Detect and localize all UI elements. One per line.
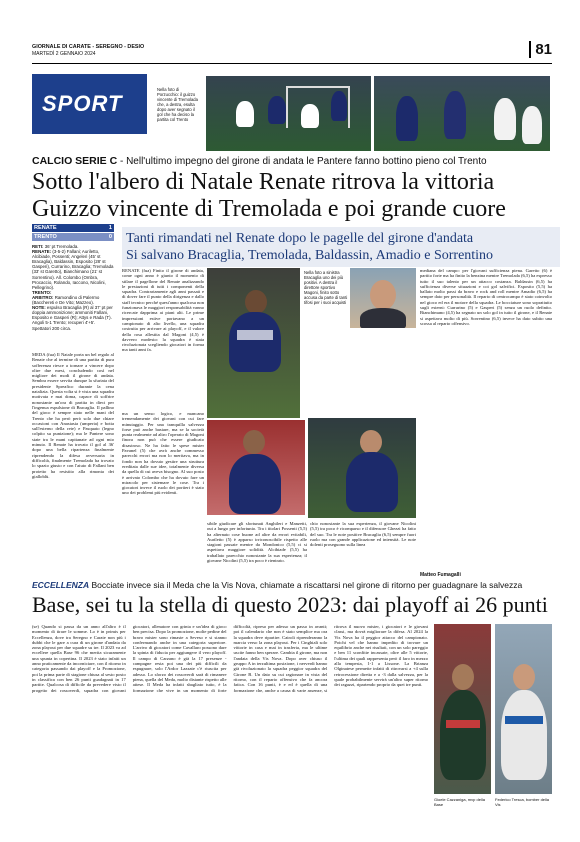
cazzaniga-caption: Gioele Cazzaniga, mvp della Base [434, 797, 485, 807]
home-team: RENATE [34, 225, 57, 231]
top-photo-caption: Nella foto di Porzucchio: il guizzo vincente di Tremolada che, a destra, esulta dopo aver segnato il gol che ha deciso la partita col Trento [157, 87, 198, 122]
story2-photo-caption: Nella foto a sinistra Bracaglia uno dei più positivi. A destra il direttore sportivo Magoni, finito sotto accusa da parte di tanti tifosi per i suoi acquisti [304, 270, 348, 305]
sorrentino-photo [308, 418, 416, 518]
bracaglia-photo [207, 268, 300, 418]
story1-kicker: CALCIO SERIE C [32, 155, 118, 167]
top-photo-celebration [374, 76, 550, 151]
tresca-caption: Federico Tresca, bomber della Vis [495, 797, 550, 807]
story2-headline [122, 227, 560, 267]
away-team: TRENTO [34, 234, 57, 240]
story1-title [32, 169, 552, 223]
section-banner [32, 74, 147, 134]
story1-title-line1: Sotto l'albero di Natale Renate ritrova la vittoria [32, 169, 495, 195]
story2-col1: RENATE (fua) Finito il girone di andata, come ogni anno è giunto il momento di stilare il pagellone del Renate analizzando le prestazioni di tutti i componenti della squadra. Contrariamente agli anni passati e di dover fare il punto della dirigenza e dallo staff tecnico perché quest'anno qualcosa non funzionava le maggiori responsabilità vanno ricercate dapprima ai piani alti. Le prime impressioni estive portavano a un campionato di alto livello, una squadra costruita per arrivare ai playoff, e il valore della rosa allestita dal Magoni (4,5) è davvero modesto: la squadra è stata rivoluzionata scegliendo giocatori in forma ma tanti anni fa. [122, 268, 204, 353]
tabellino-item: RETI: 36' pt Tremolada. [32, 244, 79, 249]
story2-headline-line1: Tanti rimandati nel Renate dopo le pagelle del girone d'andata [126, 231, 474, 246]
tresca-photo [495, 624, 552, 794]
scoreboard [32, 224, 114, 241]
story2-col3: mediana del campo: per l'giovani sufficienza piena. Garetto (6) è partito forte ma ha finito la benzina mentre Tremolada (6,5) ha espresso tutto il suo talento per un attacco costanza. Baldassin (6,5) ha sufficienza diverse situazioni e coi gol salvifici. Esposito (5,5) ha ballato molto passi da bravo e rock and roll mentre Amadio (6,5) ha sempre dato per personalità. Il reparto di centrocampo è stato coinvolto nel gioco ed era il motore della squadra. Le bocciature sono soprattutto sugli esterni: Currarino (5) e Gasperi (5) senza un ruolo definito. Bianchimano (4,5) ha segnato un solo gol in tutto il girone, e il Renate si aspettava molto di più. Sorrentino (6,5) invece ha dato subito una scossa al reparto offensivo. [420, 268, 552, 326]
home-score: 1 [108, 225, 112, 231]
tabellino-item: TRENTO: [32, 289, 52, 295]
story3-kicker: ECCELLENZA [32, 580, 90, 590]
story1-kicker-text: - Nell'ultimo impegno del girone di andata le Pantere fanno bottino pieno col Trento [117, 156, 487, 167]
magoni-photo [350, 268, 416, 328]
story2-col2: ma un senso logico, e mancano tremendamente dei giovani con cui fare minutaggio. Per una tranquilla salvezza forse può anche bastare, ma se la società punta realmente ad altro l'operato di Magoni finora non può che essere giudicato disastroso. Ne ha fatto le spese mister Pavanel (5) che avrà anche commesso parecchi errori ma non lo meritava, ma in fondo non ha dovuto gestire una struttura ereditata dalle sue idee, totalmente diversa da quella di cui aveva bisogno. Al suo posto è arrivato Colombo che ha dovuto fare un miracolo per sistemare le cose. Tra i giocatori invece il ruolo dei portieri è stato uno dei problemi più evidenti. [122, 411, 204, 496]
tremolada-photo [207, 420, 305, 515]
story2-col4: sibile giudicare gli sfortunati Anghileri e Manzetti, out a lungo per infortunio. Tra i titolari Possenti (5,5) ha alternato cose buone ad altre da errori evitabili, Auriletto (5) è apparso irriconoscibile rispetto alle stagioni passate mentre da Mondonico (5,5) ci si aspettava maggiore solidità. Alcibiade (5,5) ha traballato parecchio nonostante la sua esperienza; il giovane Nicolini (5,5) tra poco è rientrato. [207, 521, 307, 564]
tabellino-item: RENATE: (3-5-2) Fallani; Auriletto, Alcibiade, Possenti; Angeleri (45' st Bracaglia), Baldassin, Esposito (28' st Gasperi), Currarino, Bracaglia; Tremolada (33' st Garetto), Bianchimano (21' st Sorrentino). All. Colombo (Ombra, Procaccio, Rolando, Iaccono, Nicolini, Pellegrino). [32, 249, 114, 290]
masthead [32, 41, 552, 64]
tabellino [32, 244, 114, 331]
story3-body: (se) Quando si passa da un anno all'altro è il momento di tirare le somme. Lo è in primis per Eccellenza, dove tra Seregno e Carate non più i dubbi che le gare a cura di un girone d'andata da zona playout per due squadre su tre. Il 2023 va ad eccellere quella Base 96 che merita sicuramente una spunta in copertina. Il 2023 è stato infatti un anno praticamente da incorniciare, con il ritorno in categoria passando dai playoff e la Promozione, poi la prima parte di stagione chiusa al sesto posto in classifica con ben 26 punti guadagnati in 17 partite. Qualcosa di difficile da prevedere visto il progetto dei rossoverdi, squadra con giovani giocatori, allenatore con grinta e un'idea di gioco ben precisa. Dopo la promozione, molte pedine del bravo mister sono rimaste a Seveso e si stanno confermando anche in una categoria superiore. L'arrivo di giocatori come Cavallaro possono dare la spinta di fiducia per aggiungere il vero playoff. Il campo di Carzano è già la 17 presenze - campagne resta poi una dei più difficili da espugnare, solo l'Ardor Lazzate c'è riuscita per adesso. Lo sforzo dei rossoverdi sarà di rimanere piena, quella del Meda, molto distante rispetto alle attese. Il Meda ha infatti sbagliato tutto, è la formazione che vive in un momento di forte difficoltà, ripreso per adesso un passo in avanti; poi il calendario che non è stato semplice ma ora la squadra deve ripartire. Cairoli riprenderanno la marcia verso la zona playout. Per i Cinghiali solo vittorie in casa e mai in trasferta, ma le ultime uscite fanno ben sperare. Cambia il girone, ma non l'andata della Vis Nova. Dopo aver chiuso il gruppo A in terzultima posizione, i nerverdi hanno già rivoluzionato la squadra peggior squadra del Girone B. Un dato su cui ragionare in vista del ritorno, con il reparto offensivo che fa ancora fatica. Con 16 punti, è e ed è quella di una formazione che, anche a causa di varie assenze, si ritrova il nuovo mister, i giocatori e le giovani classi, ma dovrà migliorare la difesa. Al 2024 la Vis Nova ha il peggior attacco del campionato. Poichi vel che hanno impedito di trovare un equilibrio anche nei risultati, con un solo pareggio e ben 11 sconfitte incassate, oltre alle 5 vittorie, l'ultima dei quali rappresenta però il faro in mezzo alla tempesta, 1-1 a Lissone. La Brianza Olginatese permette infatti di ritrovarsi a +4 sulla retrocessione diretta e a -3 dalla salvezza, per la quale probabilmente servirà un'altro super ritorno dei ragazzi, ripartendo proprio da quei tre punti. [32, 624, 428, 693]
tabellino-item: ARBITRO: Ramondino di Palermo (Bacchereti e De Vito; Mazzeo). [32, 294, 100, 306]
story2-byline: Matteo Fumagalli [420, 572, 461, 578]
away-score: 0 [108, 234, 112, 240]
cazzaniga-photo [434, 624, 491, 794]
section-title: SPORT [42, 91, 123, 116]
story3-kicker-line [32, 580, 552, 590]
story2-col5: chio nonostante la sua esperienza, il giovane Nicolini (5,5) tra poco è ricomparso e il difensore Ghezzi ha fatto del suo. Tra le note positive Bracaglia (6,5) sempre fuori ruolo ma con grande applicazione ed intensità. Le note dolenti proseguono sulla linea [310, 521, 416, 548]
match-report: MEDA (fua) Il Natale porta un bel regalo al Renate che al termine di una partita di pura sofferenza riesce a tornare a vincere dopo oltre due mesi, concludendo così nel migliore dei modi il girone di andata. Sembra essere servita dunque la sfuriata del presidente Spreafico durante la cena natalizia. Questa volta si è vista una squadra motivata e mai doma, capace di soffrire nonostante un'ora di partita in dieci per l'ingenua espulsione di Bracaglia. Il pallino del gioco è sempre stato nelle mani del Trento che ha però però solo due chiare occasioni con Anastasia (umperia) e botta sull'esterno della rete) e Pasquato (legno colpito su punizione); ma le Pantere sono state tra le mani capitanate ad ogni mio minuto. Il Renate ha trovato il gol al 36' dopo una bella ripartenza finalmente riprendendo la difesa avversaria in difficoltà, finalmente Tremolada ha trovato lo spazio giusto e con l'aiuto di Fallani ben protetto ha resistito alla rimonta dei gialloblù. [32, 352, 114, 479]
tabellino-item: NOTE: espulso Bracaglia (R) al 37' pt per doppia ammonizione; ammoniti Fallani, Esposito e Gasperi (R); Attys e Rada (T). Angoli 5-1 Trento; recuperi 4'+5'. Spettatori 200 circa. [32, 305, 113, 331]
top-photo-action [206, 76, 371, 151]
page-number: 81 [529, 41, 552, 58]
paper-name: GIORNALE DI CARATE - SEREGNO - DESIO [32, 44, 145, 50]
story3-title: Base, sei tu la stella di questo 2023: dai playoff ai 26 punti [32, 592, 548, 617]
issue-date: MARTEDÌ 2 GENNAIO 2024 [32, 51, 96, 57]
story2-headline-line2: Si salvano Bracaglia, Tremolada, Baldassin, Amadio e Sorrentino [126, 248, 494, 263]
away-row [32, 233, 114, 241]
story1-kicker-line [32, 155, 552, 167]
story3-kicker-text: Bocciate invece sia il Meda che la Vis Nova, chiamate a riscattarsi nel girone di ritorno per guadagnare la salvezza [89, 580, 523, 590]
home-row [32, 224, 114, 232]
story1-title-line2: Guizzo vincente di Tremolada e poi grande cuore [32, 196, 506, 222]
